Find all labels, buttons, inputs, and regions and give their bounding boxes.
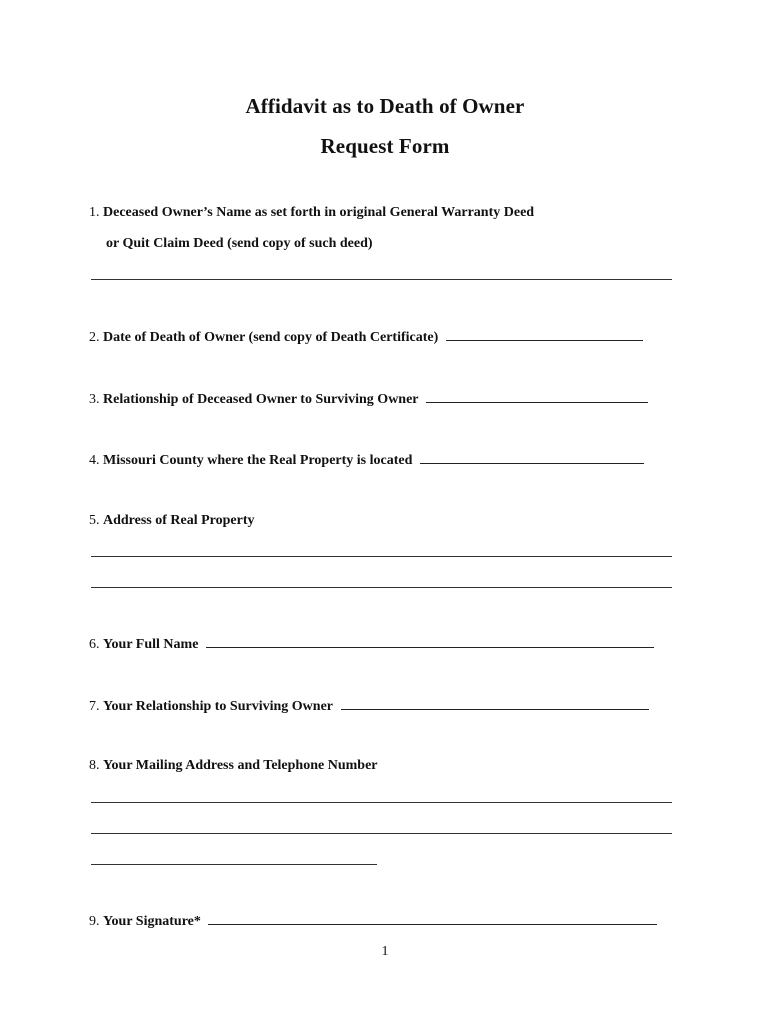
- county-field[interactable]: [420, 450, 644, 464]
- signature-field[interactable]: [208, 911, 657, 925]
- mailing-address-field-line-1[interactable]: [91, 802, 672, 803]
- mailing-address-field-line-3[interactable]: [91, 864, 377, 865]
- full-name-field[interactable]: [206, 634, 654, 648]
- relationship-deceased-label: Relationship of Deceased Owner to Surviving Owner: [103, 392, 419, 407]
- item-number: 8.: [89, 758, 100, 773]
- page-number: 1: [381, 944, 389, 959]
- item-6-row: [89, 634, 654, 654]
- mailing-address-label: Your Mailing Address and Telephone Number: [103, 758, 378, 773]
- item-number: 1.: [89, 205, 100, 220]
- deceased-owner-name-label: Deceased Owner’s Name as set forth in original General Warranty Deed: [103, 205, 535, 220]
- deceased-owner-name-field[interactable]: [91, 279, 672, 280]
- county-label: Missouri County where the Real Property is located: [103, 453, 413, 468]
- your-relationship-label: Your Relationship to Surviving Owner: [103, 699, 333, 714]
- property-address-label: Address of Real Property: [103, 513, 255, 528]
- deceased-owner-name-label-continued: or Quit Claim Deed (send copy of such deed): [106, 236, 373, 251]
- relationship-deceased-field[interactable]: [426, 389, 648, 403]
- item-3-row: [89, 389, 648, 409]
- item-number: 4.: [89, 453, 100, 468]
- item-5-row: [89, 512, 255, 530]
- item-number: 7.: [89, 699, 100, 714]
- item-4-row: [89, 450, 644, 470]
- item-7-row: [89, 696, 649, 716]
- signature-label: Your Signature*: [103, 914, 201, 929]
- item-2-row: [89, 327, 643, 347]
- item-1-label-row: [89, 204, 534, 222]
- mailing-address-field-line-2[interactable]: [91, 833, 672, 834]
- property-address-field-line-2[interactable]: [91, 587, 672, 588]
- date-of-death-label: Date of Death of Owner (send copy of Death Certificate): [103, 330, 439, 345]
- item-number: 9.: [89, 914, 100, 929]
- item-number: 6.: [89, 637, 100, 652]
- item-number: 3.: [89, 392, 100, 407]
- date-of-death-field[interactable]: [446, 327, 643, 341]
- item-9-row: [89, 911, 657, 931]
- item-8-row: [89, 757, 378, 775]
- item-number: 5.: [89, 513, 100, 528]
- item-number: 2.: [89, 330, 100, 345]
- your-relationship-field[interactable]: [341, 696, 649, 710]
- full-name-label: Your Full Name: [103, 637, 199, 652]
- form-subtitle: Request Form: [320, 134, 450, 158]
- property-address-field-line-1[interactable]: [91, 556, 672, 557]
- form-title: Affidavit as to Death of Owner: [245, 94, 525, 118]
